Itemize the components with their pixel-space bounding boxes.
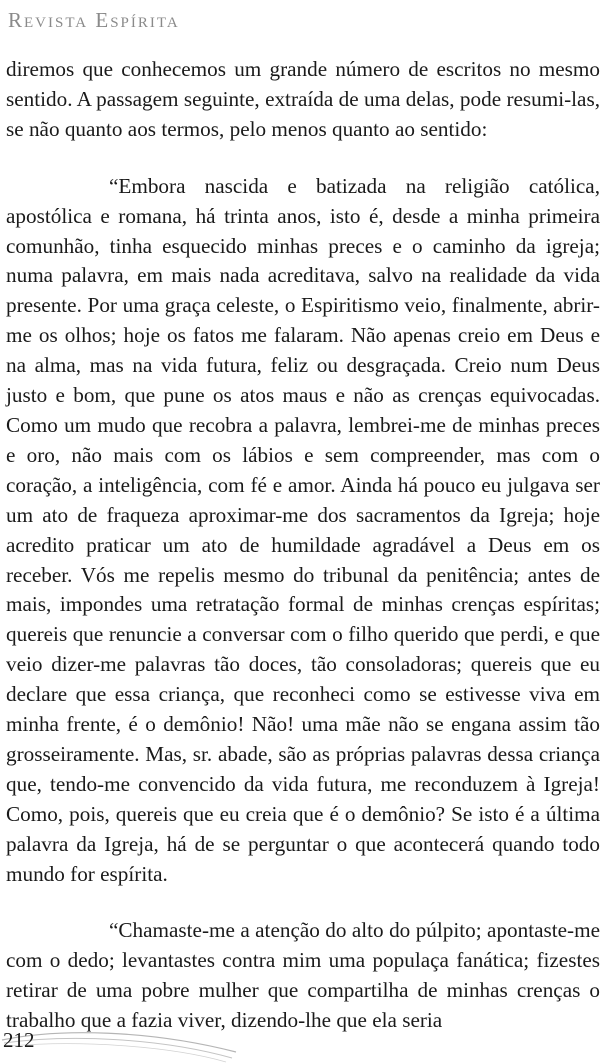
paragraph-quote-1: “Embora nascida e batizada na religião católica, apostólica e romana, há trinta anos, isto é, desde a minha primeira comunhão, tinha esquecido minhas preces e o caminho da igreja; numa palavra, em mais nada acreditava, salvo na realidade da vida presente. Por uma graça celeste, o Espiritismo veio, finalmente, abrir-me os olhos; hoje os fatos me falaram. Não apenas creio em Deus e na alma, mas na vida futura, feliz ou desgraçada. Creio num Deus justo e bom, que pune os atos maus e não as crenças equivocadas. Como um mudo que recobra a palavra, lembrei-me de minhas preces e oro, não mais com os lábios e sem compreender, mas com o coração, a inteligência, com fé e amor. Ainda há pouco eu julgava ser um ato de fraqueza aproximar-me dos sacramentos da Igreja; hoje acredito praticar um ato de humildade agradável a Deus em os receber. Vós me repelis mesmo do tribunal da penitência; antes de mais, impondes uma retratação formal de minhas crenças espíritas; quereis que renuncie a conversar com o filho querido que perdi, e que veio dizer-me palavras tão doces, tão consoladoras; quereis que eu declare que essa criança, que reconheci como se estivesse viva em minha frente, é o demônio! Não! uma mãe não se engana assim tão grosseiramente. Mas, sr. abade, são as próprias palavras dessa criança que, tendo-me convencido da vida futura, me reconduzem à Igreja! Como, pois, quereis que eu creia que é o demônio? Se isto é a última palavra da Igreja, há de se perguntar o que acontecerá quando todo mundo for espírita. xyxy=(6,173,600,886)
page-number: 212 xyxy=(3,1028,35,1052)
running-header: Revista Espírita xyxy=(8,8,180,32)
paragraph-quote-2: “Chamaste-me a atenção do alto do púlpito; apontaste-me com o dedo; levantastes contra mim uma populaça fanática; fizestes retirar de uma pobre mulher que compartilha de minhas crenças o trabalho que a fazia viver, dizendo-lhe que ela seria xyxy=(6,918,600,1033)
body-text xyxy=(6,55,600,1036)
paragraph-intro: diremos que conhecemos um grande número de escritos no mesmo sentido. A passagem seguinte, extraída de uma delas, pode resumi-las, se não quanto aos termos, pelo menos quanto ao sentido: xyxy=(6,57,600,141)
page-swoosh-ornament xyxy=(0,1026,240,1063)
